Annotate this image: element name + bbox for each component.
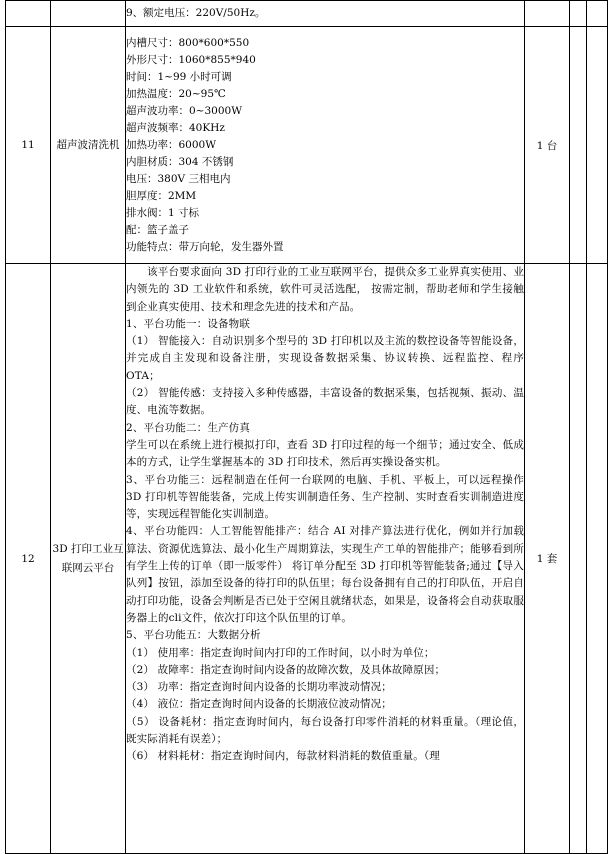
spec-text (126, 264, 524, 852)
spec-line: 9、额定电压：220V/50Hz。 (126, 7, 266, 19)
spec-paragraph: （1） 使用率：指定查询时间内打印的工作时间，以小时为单位； (126, 646, 435, 659)
spec-cell (126, 27, 525, 264)
spec-paragraph: （3） 功率：指定查询时间内设备的长期功率波动情况； (126, 681, 392, 694)
spec-paragraph: 2、平台功能二：生产仿真 (126, 421, 250, 434)
table-row (6, 1, 608, 27)
spec-cell (126, 1, 525, 27)
spec-paragraph: 学生可以在系统上进行模拟打印，查看 3D 打印过程的每一个细节；通过安全、低成本的方式，让学生掌握基本的 3D 打印技术，然后再实操设备实机。 (126, 438, 524, 469)
spec-line: 加热温度：20~95℃ (126, 87, 226, 100)
spec-paragraph: 1、平台功能一：设备物联 (126, 317, 250, 330)
spec-paragraph: 5、平台功能五：大数据分析 (126, 629, 261, 642)
table-row (6, 27, 608, 264)
quantity-cell (525, 1, 570, 27)
spec-line: 加热功率：6000W (126, 138, 217, 151)
blank-cell (587, 264, 608, 854)
blank-cell (570, 1, 587, 27)
spec-paragraph: （1） 智能接入：自动识别多个型号的 3D 打印机以及主流的数控设备等智能设备，并完成自主发现和设备注册，实现设备数据采集、协议转换、远程监控、程序 OTA； (126, 335, 524, 382)
spec-paragraph: 3、平台功能三：远程制造在任何一台联网的电脑、手机、平板上，可以远程操作 3D 打印机等智能装备，完成上传实训制造任务、生产控制、实时查看实训制造进度等，实现远程智能化实训制造。 (126, 473, 524, 521)
equipment-spec-table (5, 0, 608, 854)
spec-line: 功能特点：带万向轮，发生器外置 (126, 240, 284, 253)
blank-cell (587, 1, 608, 27)
table-row (6, 264, 608, 854)
spec-paragraph: （4） 液位：指定查询时间内设备的长期液位波动情况； (126, 698, 392, 711)
blank-cell (570, 27, 587, 264)
item-number: 12 (6, 264, 51, 854)
spec-paragraph: 4、平台功能四：人工智能智能排产：结合 AI 对排产算法进行优化，例如并行加载算法、资源优选算法、最小化生产周期算法，实现生产工单的智能排产；能够看到所有学生上传的订单（即一版零件） 将订单分配至 3D 打印机等智能装备;通过【导入队列】按钮，添加至设备的待打印的队伍里；每台设备拥有自己的打印队伍，开启自动打印功能，设备会判断是否已处于空闲且就绪状态，如果是，设备将会自动获取服务器上的cli文件，依次打印这个队伍里的订单。 (126, 525, 524, 624)
item-name: 超声波清洗机 (51, 27, 126, 264)
blank-cell (570, 264, 587, 854)
spec-paragraph: （5） 设备耗材：指定查询时间内，每台设备打印零件消耗的材料重量。（理论值，既实际消耗有误差）； (126, 715, 524, 746)
item-name-cell (51, 1, 126, 27)
item-quantity: 1 台 (525, 27, 570, 264)
spec-line: 时间：1~99 小时可调 (126, 70, 232, 83)
spec-paragraph: （6） 材料耗材：指定查询时间内，每款材料消耗的数值重量。（理 (126, 750, 440, 763)
spec-line: 排水阀：1 寸标 (126, 206, 200, 219)
spec-line: 外形尺寸：1060*855*940 (126, 53, 256, 66)
spec-cell (126, 264, 525, 854)
spec-paragraph: （2） 故障率：指定查询时间内设备的故障次数，及具体故障原因； (126, 663, 446, 676)
spec-line: 内槽尺寸：800*600*550 (126, 36, 250, 49)
blank-cell (587, 27, 608, 264)
spec-paragraph: （2） 智能传感：支持接入多种传感器，丰富设备的数据采集，包括视频、振动、温度、电流等数据。 (126, 387, 524, 417)
spec-line: 配：篮子盖子 (126, 223, 189, 236)
spec-line: 电压：380V 三相电内 (126, 172, 231, 185)
item-number: 11 (6, 27, 51, 264)
spec-paragraph: 该平台要求面向 3D 打印行业的工业互联网平台，提供众多工业界真实使用、业内领先的 3D 工业软件和系统，软件可灵活选配， 按需定制，帮助老师和学生接触到企业真实使用、技术和理念先进的技术和产品。 (126, 266, 524, 313)
item-number-cell (6, 1, 51, 27)
item-name: 3D 打印工业互联网云平台 (51, 264, 126, 854)
spec-line: 超声波功率：0~3000W (126, 104, 242, 117)
spec-line: 胆厚度：2MM (126, 189, 197, 202)
item-quantity: 1 套 (525, 264, 570, 854)
spec-line: 内胆材质：304 不锈钢 (126, 155, 234, 168)
spec-line: 超声波频率：40KHz (126, 121, 225, 134)
